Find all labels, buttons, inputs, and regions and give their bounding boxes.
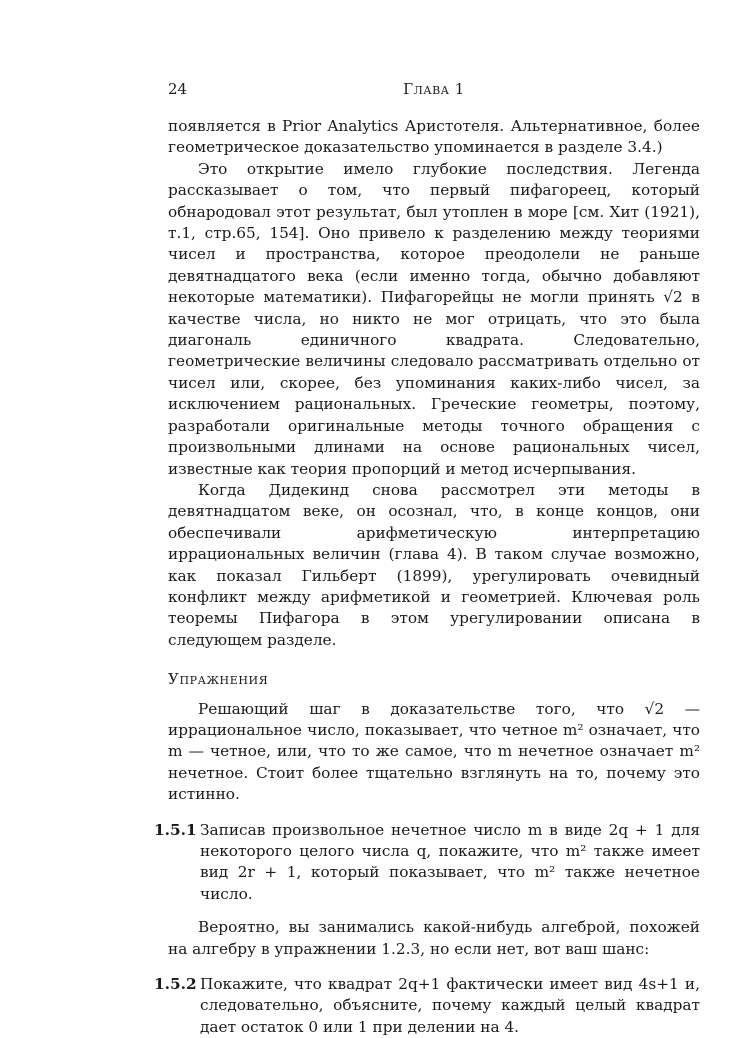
section-title-exercises: Упражнения xyxy=(168,670,269,689)
exercises-intro: Решающий шаг в доказательстве того, что √2 — иррациональное число, показывает, что четное m² означает, что m — четное, или, что то же самое, что m нечетное означает m² нечетное. Стоит более тщательно взглянуть на то, почему это истинно. xyxy=(168,699,700,804)
document-page xyxy=(154,80,700,1038)
exercise-number: 1.5.2 xyxy=(154,975,197,994)
exercise-number: 1.5.1 xyxy=(154,820,197,839)
paragraph-continuation: появляется в Prior Analytics Аристотеля. Альтернативное, более геометрическое доказательство упоминается в разделе 3.4.) xyxy=(168,117,700,157)
paragraph-algebra: Вероятно, вы занимались какой-нибудь алгеброй, похожей на алгебру в упражнении 1.2.3, но если нет, вот ваш шанс: xyxy=(168,918,700,958)
page-number: 24 xyxy=(168,80,188,98)
exercise-1-5-1 xyxy=(154,820,700,906)
paragraph-discovery: Это открытие имело глубокие последствия. Легенда рассказывает о том, что первый пифагореец, который обнародовал этот результат, был утоплен в море [см. Хит (1921), т.1, стр.65, 154]. Оно привело к разделению между теориями чисел и пространства, которое преодолели не раньше девятнадцатого века (если именно тогда, обычно добавляют некоторые математики). Пифагорейцы не могли принять √2 в качестве числа, но никто не мог отрицать, что это была диагональ единичного квадрата. Следовательно, геометрические величины следовало рассматривать отдельно от чисел или, скорее, без упоминания каких-либо чисел, за исключением рациональных. Греческие геометры, поэтому, разработали оригинальные методы точного обращения с произвольными длинами на основе рациональных чисел, известные как теория пропорций и метод исчерпывания. xyxy=(168,159,700,478)
page-header xyxy=(168,80,700,100)
exercise-1-5-2 xyxy=(154,974,700,1038)
chapter-title: Глава 1 xyxy=(403,80,465,98)
exercise-text: Записав произвольное нечетное число m в виде 2q + 1 для некоторого целого числа q, покажите, что m² также имеет вид 2r + 1, который показывает, что m² также нечетное число. xyxy=(200,820,700,903)
page-body xyxy=(154,116,700,1038)
paragraph-dedekind: Когда Дидекинд снова рассмотрел эти методы в девятнадцатом веке, он осознал, что, в конце концов, они обеспечивали арифметическую интерпретацию иррациональных величин (глава 4). В таком случае возможно, как показал Гильберт (1899), урегулировать очевидный конфликт между арифметикой и геометрией. Ключевая роль теоремы Пифагора в этом урегулировании описана в следующем разделе. xyxy=(168,480,700,649)
exercise-text: Покажите, что квадрат 2q+1 фактически имеет вид 4s+1 и, следовательно, объясните, почему каждый целый квадрат дает остаток 0 или 1 при делении на 4. xyxy=(200,975,700,1036)
